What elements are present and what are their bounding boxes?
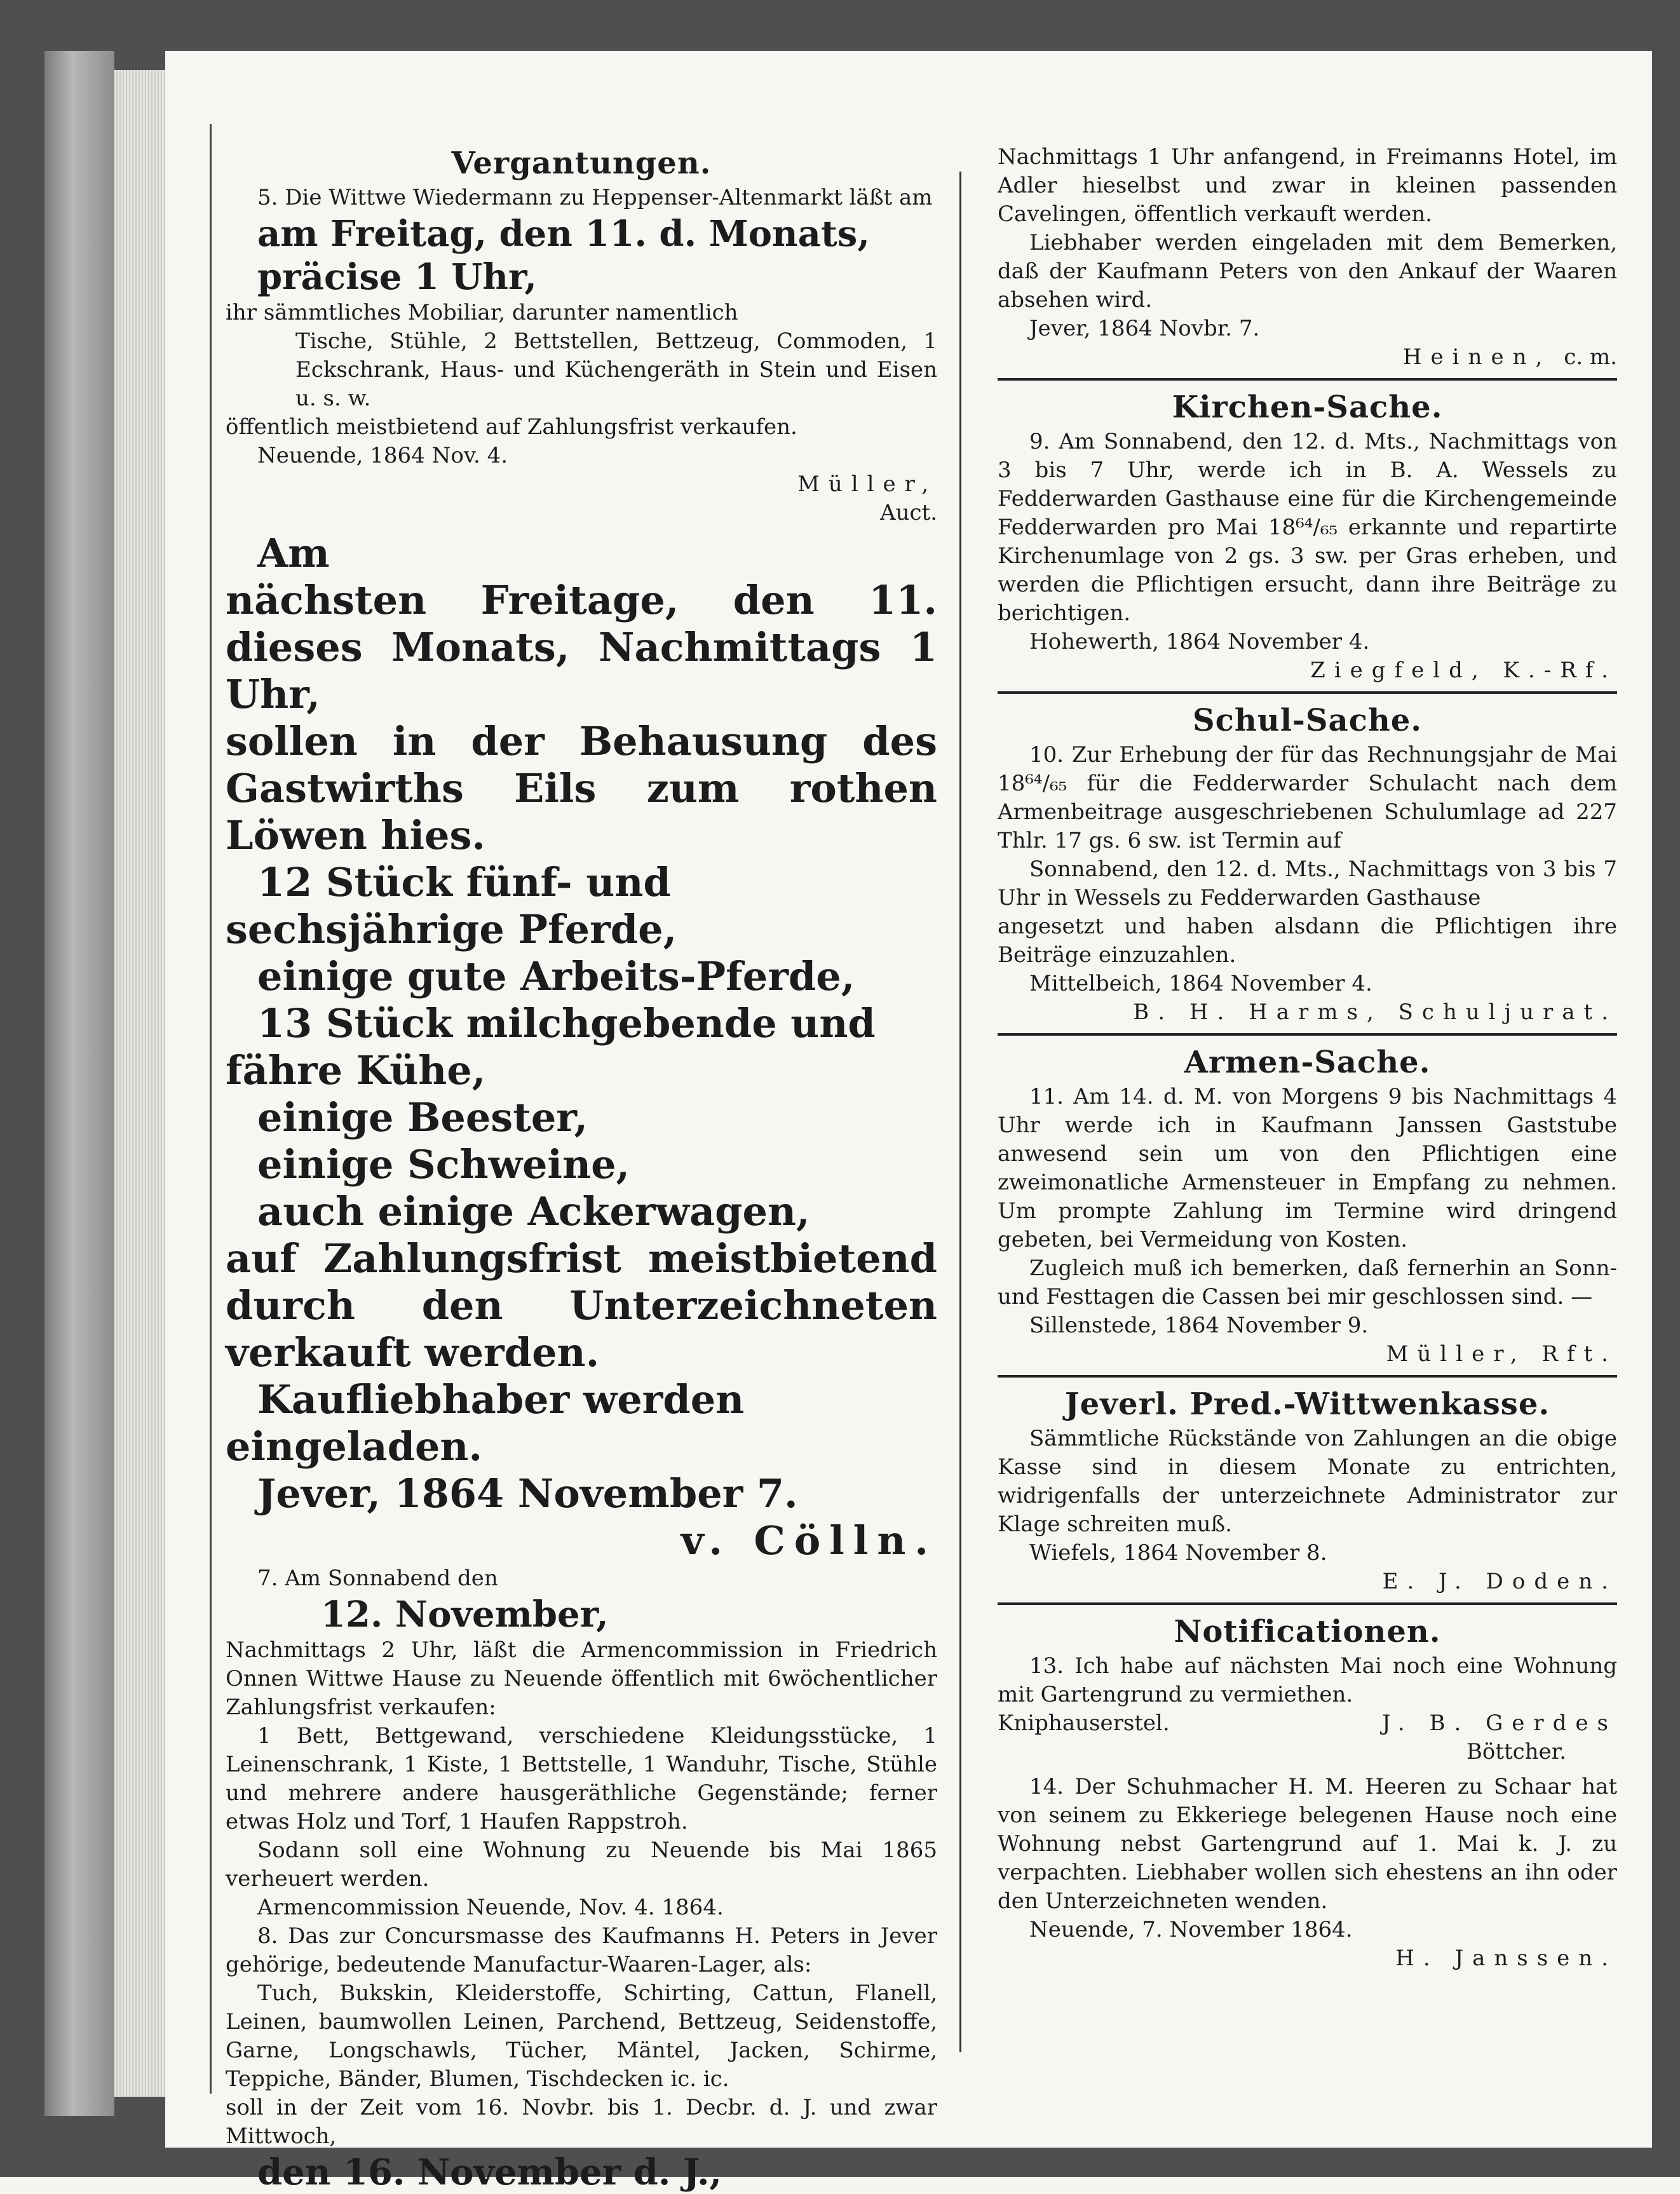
notice-13-signature: J. B. Gerdes xyxy=(1381,1710,1617,1736)
notice-8-period: soll in der Zeit vom 16. Novbr. bis 1. Decbr. d. J. und zwar Mittwoch, xyxy=(226,2095,937,2149)
section-rule xyxy=(998,1602,1617,1605)
notice-5-signature: Müller, xyxy=(797,471,937,497)
notice-7-date: 12. November, xyxy=(321,1594,609,1635)
notice-11-place-date: Sillenstede, 1864 November 9. xyxy=(1029,1313,1369,1338)
notice-10-place-date: Mittelbeich, 1864 November 4. xyxy=(1029,971,1372,996)
section-heading-notificationen: Notificationen. xyxy=(1174,1614,1441,1649)
section-heading-vergantungen: Vergantungen. xyxy=(451,146,712,181)
notice-7-intro: 7. Am Sonnabend den xyxy=(257,1566,498,1591)
right-column xyxy=(998,143,1617,1973)
notice-8-signature: Heinen, xyxy=(1402,344,1552,370)
notice-6-line-7: einige Beester, xyxy=(257,1094,588,1141)
notice-5-place-date: Neuende, 1864 Nov. 4. xyxy=(257,443,508,468)
notice-6-line-8: einige Schweine, xyxy=(257,1141,630,1188)
notice-10-signature: B. H. Harms, Schuljurat. xyxy=(1133,999,1617,1025)
section-heading-armen-sache: Armen-Sache. xyxy=(1184,1045,1431,1080)
notice-6-line-2: nächsten Freitage, den 11. dieses Monats, Nachmittags 1 Uhr, xyxy=(226,577,937,717)
notice-9-signature: Ziegfeld, K.-Rf. xyxy=(1310,658,1617,683)
notice-5-items: Tische, Stühle, 2 Bettstellen, Bettzeug, Commoden, 1 Eckschrank, Haus- und Küchengeräth in Stein und Eisen u. s. w. xyxy=(295,328,937,411)
notice-13-signature-title: Böttcher. xyxy=(1466,1739,1566,1764)
notice-11-signature: Müller, Rft. xyxy=(1386,1341,1617,1367)
notice-6-line-5: einige gute Arbeits-Pferde, xyxy=(257,953,855,999)
notice-8-continued: Nachmittags 1 Uhr anfangend, in Freimanns Hotel, im Adler hieselbst und zwar in kleinen passenden Cavelingen, öffentlich verkauft werden. xyxy=(998,144,1617,227)
section-heading-kirchen-sache: Kirchen-Sache. xyxy=(1172,389,1443,425)
notice-6-line-10: auf Zahlungsfrist meistbietend durch den Unterzeichneten verkauft werden. xyxy=(226,1235,937,1376)
notice-12-place-date: Wiefels, 1864 November 8. xyxy=(1029,1540,1327,1566)
notice-8-items: Tuch, Bukskin, Kleiderstoffe, Schirting, Cattun, Flanell, Leinen, baumwollen Leinen, Parchend, Bettzeug, Seidenstoffe, Garne, Longschawls, Tücher, Mäntel, Jacken, Schirme, Teppiche, Bänder, Blumen, Tischdecken ic. ic. xyxy=(226,1981,937,2092)
notice-7-text: Nachmittags 2 Uhr, läßt die Armencommission in Friedrich Onnen Wittwe Hause zu Neuende öffentlich mit 6wöchentlicher Zahlungsfrist verkaufen: xyxy=(226,1637,937,1720)
notice-14-text: 14. Der Schuhmacher H. M. Heeren zu Schaar hat von seinem zu Ekkeriege belegenen Hause noch eine Wohnung nebst Gartengrund auf 1. Mai k. J. zu verpachten. Liebhaber wollen sich ehestens an ihn oder den Unterzeichneten wenden. xyxy=(998,1774,1617,1914)
column-divider xyxy=(959,172,961,2052)
notice-5-signature-title: Auct. xyxy=(880,500,937,525)
notice-5-date: am Freitag, den 11. d. Monats, xyxy=(257,213,870,255)
notice-7-items: 1 Bett, Bettgewand, verschiedene Kleidungsstücke, 1 Leinenschrank, 1 Kiste, 1 Bettstelle, 1 Wanduhr, Tische, Stühle und mehrere andere hausgeräthliche Gegenstände; ferner etwas Holz und Torf, 1 Haufen Rappstroh. xyxy=(226,1723,937,1834)
notice-6-line-3: sollen in der Behausung des Gastwirths Eils zum rothen Löwen hies. xyxy=(226,718,937,858)
section-rule xyxy=(998,378,1617,381)
notice-12-signature: E. J. Doden. xyxy=(1382,1569,1617,1594)
notice-5-intro: 5. Die Wittwe Wiedermann zu Heppenser-Altenmarkt läßt am xyxy=(257,185,933,210)
notice-11-text: 11. Am 14. d. M. von Morgens 9 bis Nachmittags 4 Uhr werde ich in Kaufmann Janssen Gaststube anwesend sein um von den Pflichtigen eine zweimonatliche Armensteuer in Empfang zu nehmen. Um prompte Zahlung im Termine wird dringend gebeten, bei Vermeidung von Kosten. xyxy=(998,1084,1617,1252)
notice-6-line-4: 12 Stück fünf- und sechsjährige Pferde, xyxy=(226,859,677,952)
left-column xyxy=(226,143,937,2194)
notice-6-line-9: auch einige Ackerwagen, xyxy=(257,1188,810,1235)
notice-9-text: 9. Am Sonnabend, den 12. d. Mts., Nachmittags von 3 bis 7 Uhr, werde ich in B. A. Wessels zu Fedderwarden Gasthause eine für die Kirchengemeinde Fedderwarden pro Mai 18⁶⁴/₆₅ erkannte und repartirte Kirchenumlage von 2 gs. 3 sw. per Gras erheben, und werden die Pflichtigen ersucht, dann ihre Beiträge zu berichtigen. xyxy=(998,429,1617,626)
notice-6-line-11: Kaufliebhaber werden eingeladen. xyxy=(226,1376,745,1470)
notice-6-line-1: Am xyxy=(257,530,330,576)
notice-5-text: ihr sämmtliches Mobiliar, darunter namentlich xyxy=(226,300,738,325)
notice-8-place-date: Jever, 1864 Novbr. 7. xyxy=(1029,316,1260,341)
section-rule xyxy=(998,1033,1617,1036)
notice-13-text: 13. Ich habe auf nächsten Mai noch eine Wohnung mit Gartengrund zu vermiethen. xyxy=(998,1653,1617,1707)
notice-7-rental: Sodann soll eine Wohnung zu Neuende bis Mai 1865 verheuert werden. xyxy=(226,1838,937,1892)
notice-5-time: präcise 1 Uhr, xyxy=(257,256,537,298)
notice-8-signature-suffix: c. m. xyxy=(1564,344,1617,370)
notice-10-payment: angesetzt und haben alsdann die Pflichtigen ihre Beiträge einzuzahlen. xyxy=(998,914,1617,968)
notice-10-term: Sonnabend, den 12. d. Mts., Nachmittags von 3 bis 7 Uhr in Wessels zu Fedderwarden Gasthause xyxy=(998,857,1617,911)
notice-14-signature: H. Janssen. xyxy=(1395,1946,1617,1971)
section-heading-schul-sache: Schul-Sache. xyxy=(1193,703,1422,738)
notice-11-remark: Zugleich muß ich bemerken, daß fernerhin an Sonn- und Festtagen die Cassen bei mir geschlossen sind. — xyxy=(998,1256,1617,1310)
section-heading-wittwenkasse: Jeverl. Pred.-Wittwenkasse. xyxy=(1064,1386,1550,1422)
notice-12-text: Sämmtliche Rückstände von Zahlungen an die obige Kasse sind in diesem Monate zu entrichten, widrigenfalls der unterzeichnete Administrator zur Klage schreiten muß. xyxy=(998,1426,1617,1537)
notice-5-terms: öffentlich meistbietend auf Zahlungsfrist verkaufen. xyxy=(226,414,797,440)
section-rule xyxy=(998,691,1617,694)
notice-8-date: den 16. November d. J., xyxy=(257,2151,722,2193)
notice-8-intro: 8. Das zur Concursmasse des Kaufmanns H. Peters in Jever gehörige, bedeutende Manufactur-Waaren-Lager, als: xyxy=(226,1923,937,1977)
notice-8-signature-row xyxy=(998,343,1617,372)
notice-13-place: Kniphauserstel. xyxy=(998,1710,1170,1736)
notice-10-text: 10. Zur Erhebung der für das Rechnungsjahr de Mai 18⁶⁴/₆₅ für die Fedderwarder Schulacht nach dem Armenbeitrage ausgeschriebenen Schulumlage ad 227 Thlr. 17 gs. 6 sw. ist Termin auf xyxy=(998,742,1617,853)
book-spine xyxy=(44,51,114,2116)
notice-6-date: Jever, 1864 November 7. xyxy=(257,1470,798,1517)
notice-8-remark: Liebhaber werden eingeladen mit dem Bemerken, daß der Kaufmann Peters von den Ankauf der Waaren absehen wird. xyxy=(998,230,1617,313)
notice-6-line-6: 13 Stück milchgebende und fähre Kühe, xyxy=(226,1000,876,1094)
notice-14-place-date: Neuende, 7. November 1864. xyxy=(1029,1917,1353,1942)
notice-7-place-date: Armencommission Neuende, Nov. 4. 1864. xyxy=(257,1895,724,1920)
notice-13-signature-row xyxy=(998,1709,1617,1738)
notice-9-place-date: Hohewerth, 1864 November 4. xyxy=(1029,629,1370,654)
section-rule xyxy=(998,1375,1617,1378)
notice-6-signature: v. Cölln. xyxy=(681,1517,937,1564)
